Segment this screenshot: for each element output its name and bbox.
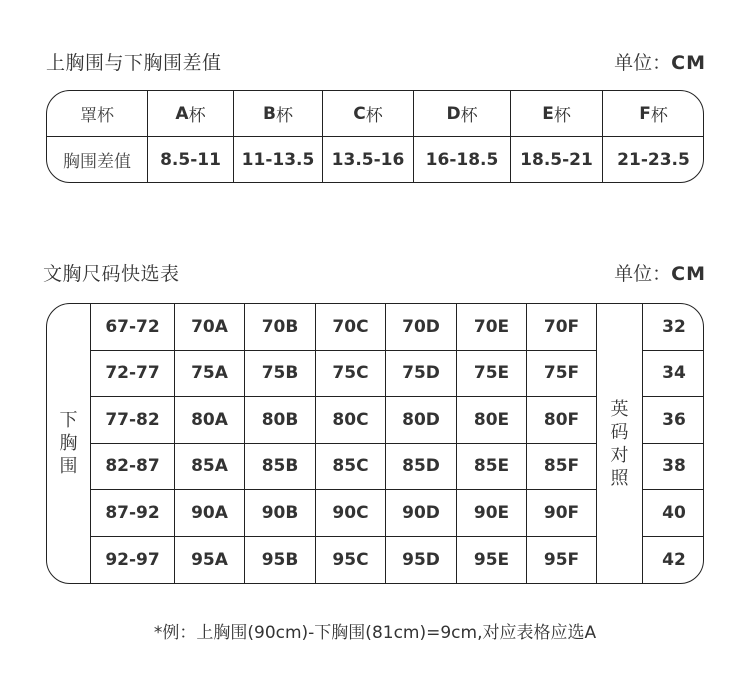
section2-unit-label: 单位： bbox=[614, 263, 672, 285]
bra-size-cell: 80D bbox=[386, 397, 457, 444]
bra-size-cell: 95C bbox=[316, 537, 386, 584]
cup-letter: D bbox=[446, 103, 461, 124]
cup-difference-table bbox=[46, 90, 704, 183]
cup-suffix: 杯 bbox=[188, 106, 206, 126]
difference-value-c: 13.5-16 bbox=[323, 137, 414, 182]
bra-size-cell: 75B bbox=[245, 351, 316, 398]
difference-row-label: 胸围差值 bbox=[47, 137, 148, 182]
cup-letter: F bbox=[639, 103, 651, 124]
difference-value-a: 8.5-11 bbox=[148, 137, 234, 182]
uk-size-value: 34 bbox=[643, 351, 704, 398]
cup-suffix: 杯 bbox=[460, 106, 478, 126]
cup-header-b bbox=[234, 91, 323, 137]
bra-size-cell: 85B bbox=[245, 444, 316, 491]
difference-value-f: 21-23.5 bbox=[617, 149, 690, 170]
uk-size-label-char: 码 bbox=[610, 421, 629, 443]
bra-size-cell: 80B bbox=[245, 397, 316, 444]
bra-size-cell: 95B bbox=[245, 537, 316, 584]
difference-value-d: 16-18.5 bbox=[414, 137, 511, 182]
cup-letter: B bbox=[263, 103, 276, 124]
bra-size-cell: 70D bbox=[386, 304, 457, 351]
example-note: *例：上胸围(90cm)-下胸围(81cm)=9cm,对应表格应选A bbox=[153, 623, 597, 643]
size-quick-table bbox=[46, 303, 704, 584]
uk-size-label-char: 英 bbox=[610, 398, 629, 420]
underbust-range: 77-82 bbox=[91, 397, 175, 444]
bra-size-cell: 95A bbox=[175, 537, 245, 584]
cup-letter: A bbox=[175, 103, 189, 124]
cup-header-f bbox=[603, 91, 704, 137]
uk-size-value: 38 bbox=[643, 444, 704, 491]
cup-header-d bbox=[414, 91, 511, 137]
cup-suffix: 杯 bbox=[553, 106, 571, 126]
bra-size-cell: 70C bbox=[316, 304, 386, 351]
underbust-range: 82-87 bbox=[91, 444, 175, 491]
bra-size-cell: 75F bbox=[527, 351, 597, 398]
underbust-label-char: 下 bbox=[59, 410, 78, 431]
underbust-label-char: 胸 bbox=[59, 433, 78, 454]
underbust-range: 72-77 bbox=[91, 351, 175, 398]
bra-size-cell: 90D bbox=[386, 490, 457, 537]
cup-header-e bbox=[511, 91, 603, 137]
uk-size-label-char: 对 bbox=[610, 444, 629, 466]
underbust-range: 87-92 bbox=[91, 490, 175, 537]
cup-letter: E bbox=[542, 103, 554, 124]
bra-size-cell: 85F bbox=[527, 444, 597, 491]
bra-size-cell: 85E bbox=[457, 444, 527, 491]
cup-suffix: 杯 bbox=[365, 106, 383, 126]
bra-size-cell: 85A bbox=[175, 444, 245, 491]
bra-size-cell: 70E bbox=[457, 304, 527, 351]
bra-size-cell: 80F bbox=[527, 397, 597, 444]
cup-header-a bbox=[148, 91, 234, 137]
bra-size-cell: 95D bbox=[386, 537, 457, 584]
bra-size-cell: 70A bbox=[175, 304, 245, 351]
bra-size-cell: 75C bbox=[316, 351, 386, 398]
section2-unit bbox=[614, 259, 706, 286]
difference-value-e: 18.5-21 bbox=[511, 137, 603, 182]
underbust-label bbox=[47, 304, 91, 583]
bra-size-cell: 90C bbox=[316, 490, 386, 537]
uk-size-value: 42 bbox=[662, 549, 686, 570]
bra-size-cell: 90F bbox=[527, 490, 597, 537]
cup-suffix: 杯 bbox=[275, 106, 293, 126]
uk-size-label-char: 照 bbox=[610, 467, 629, 489]
bra-size-cell: 90B bbox=[245, 490, 316, 537]
uk-size-value: 32 bbox=[643, 304, 704, 351]
difference-value-b: 11-13.5 bbox=[234, 137, 323, 182]
section1-title: 上胸围与下胸围差值 bbox=[46, 52, 222, 74]
uk-size-value: 40 bbox=[643, 490, 704, 537]
bra-size-cell: 80C bbox=[316, 397, 386, 444]
bra-size-cell: 95E bbox=[457, 537, 527, 584]
underbust-range: 92-97 bbox=[91, 537, 175, 584]
uk-size-value: 36 bbox=[643, 397, 704, 444]
bra-size-cell: 75A bbox=[175, 351, 245, 398]
cup-row-label: 罩杯 bbox=[47, 91, 148, 137]
bra-size-cell: 90A bbox=[175, 490, 245, 537]
underbust-range: 67-72 bbox=[91, 304, 175, 351]
bra-size-cell: 80E bbox=[457, 397, 527, 444]
cup-suffix: 杯 bbox=[650, 106, 668, 126]
bra-size-cell: 80A bbox=[175, 397, 245, 444]
underbust-label-char: 围 bbox=[59, 456, 78, 477]
bra-size-cell: 90E bbox=[457, 490, 527, 537]
bra-size-cell: 70F bbox=[527, 304, 597, 351]
bra-size-cell: 75D bbox=[386, 351, 457, 398]
bra-size-cell: 85D bbox=[386, 444, 457, 491]
cup-header-c bbox=[323, 91, 414, 137]
section2-title: 文胸尺码快选表 bbox=[43, 263, 180, 285]
uk-size-label bbox=[597, 304, 643, 583]
bra-size-cell: 85C bbox=[316, 444, 386, 491]
section1-unit-label: 单位： bbox=[614, 52, 672, 74]
section2-unit-value: CM bbox=[671, 263, 706, 285]
bra-size-cell: 75E bbox=[457, 351, 527, 398]
section1-unit bbox=[614, 48, 706, 75]
bra-size-cell: 95F bbox=[527, 537, 597, 584]
section1-unit-value: CM bbox=[671, 52, 706, 74]
cup-letter: C bbox=[353, 103, 366, 124]
bra-size-cell: 70B bbox=[245, 304, 316, 351]
